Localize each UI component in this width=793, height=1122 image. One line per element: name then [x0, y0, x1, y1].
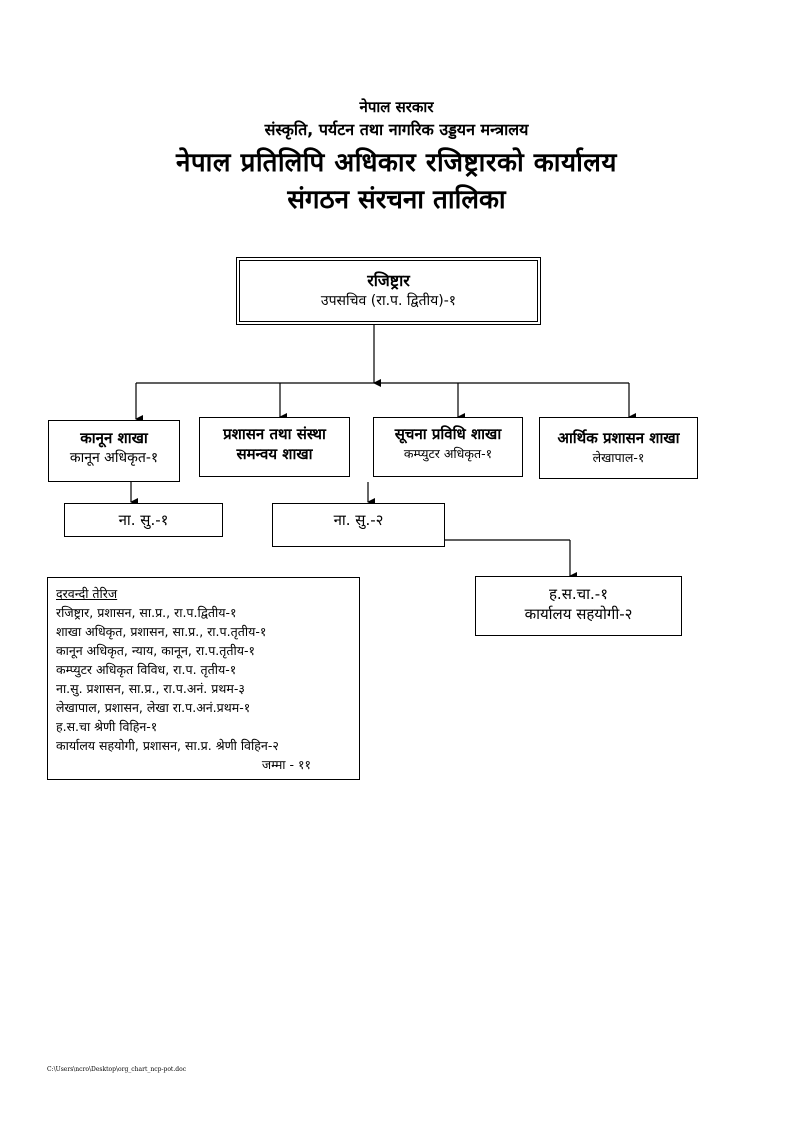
admin-section-title-line2: समन्वय शाखा	[236, 445, 313, 463]
chart-title: संगठन संरचना तालिका	[287, 185, 506, 215]
admin-section-title: प्रशासन तथा संस्था	[223, 425, 326, 443]
legend-title: दरवन्दी तेरिज	[56, 586, 118, 601]
file-path-footer: C:\Users\ncro\Desktop\org_chart_ncp-pot.doc	[47, 1066, 187, 1073]
nasu2-box	[272, 503, 445, 547]
law-section-title: कानून शाखा	[80, 429, 148, 447]
legend-line: रजिष्ट्रार, प्रशासन, सा.प्र., रा.प.द्वितीय-१	[56, 605, 237, 620]
it-section-box	[373, 417, 523, 477]
legend-line: कार्यालय सहयोगी, प्रशासन, सा.प्र. श्रेणी विहिन-२	[56, 738, 279, 753]
support-helper-post: कार्यालय सहयोगी-२	[524, 605, 633, 623]
law-section-box	[48, 420, 180, 482]
finance-section-box	[539, 417, 698, 479]
legend-line: कम्प्युटर अधिकृत विविध, रा.प. तृतीय-१	[56, 662, 237, 677]
legend-line: ह.स.चा श्रेणी विहिन-१	[56, 719, 158, 734]
legend-line: लेखापाल, प्रशासन, लेखा रा.प.अनं.प्रथम-१	[56, 700, 251, 715]
ministry-title: संस्कृति, पर्यटन तथा नागरिक उड्डयन मन्त्रालय	[264, 120, 529, 139]
staffing-legend	[47, 577, 360, 780]
registrar-box	[236, 257, 541, 325]
admin-section-box	[199, 417, 350, 477]
support-driver-post: ह.स.चा.-१	[548, 585, 609, 603]
legend-line: शाखा अधिकृत, प्रशासन, सा.प्र., रा.प.तृतीय-१	[56, 624, 267, 639]
support-staff-box	[475, 576, 682, 636]
nasu1-box	[64, 503, 223, 537]
registrar-title: रजिष्ट्रार	[367, 271, 410, 290]
legend-line: कानून अधिकृत, न्याय, कानून, रा.प.तृतीय-१	[56, 643, 256, 658]
nasu1-post: ना. सु.-१	[118, 511, 169, 529]
it-section-post: कम्प्युटर अधिकृत-१	[403, 446, 493, 461]
law-section-post: कानून अधिकृत-१	[69, 450, 159, 466]
government-title: नेपाल सरकार	[359, 98, 434, 116]
legend-line: ना.सु. प्रशासन, सा.प्र., रा.प.अनं. प्रथम-३	[56, 681, 245, 696]
finance-section-title: आर्थिक प्रशासन शाखा	[557, 429, 680, 447]
registrar-post: उपसचिव (रा.प. द्वितीय)-१	[320, 293, 457, 309]
legend-total: जम्मा - ११	[261, 757, 311, 772]
office-title: नेपाल प्रतिलिपि अधिकार रजिष्ट्रारको कार्यालय	[175, 148, 618, 178]
nasu2-post: ना. सु.-२	[333, 511, 384, 529]
finance-section-post: लेखापाल-१	[592, 450, 645, 465]
it-section-title: सूचना प्रविधि शाखा	[394, 425, 502, 443]
